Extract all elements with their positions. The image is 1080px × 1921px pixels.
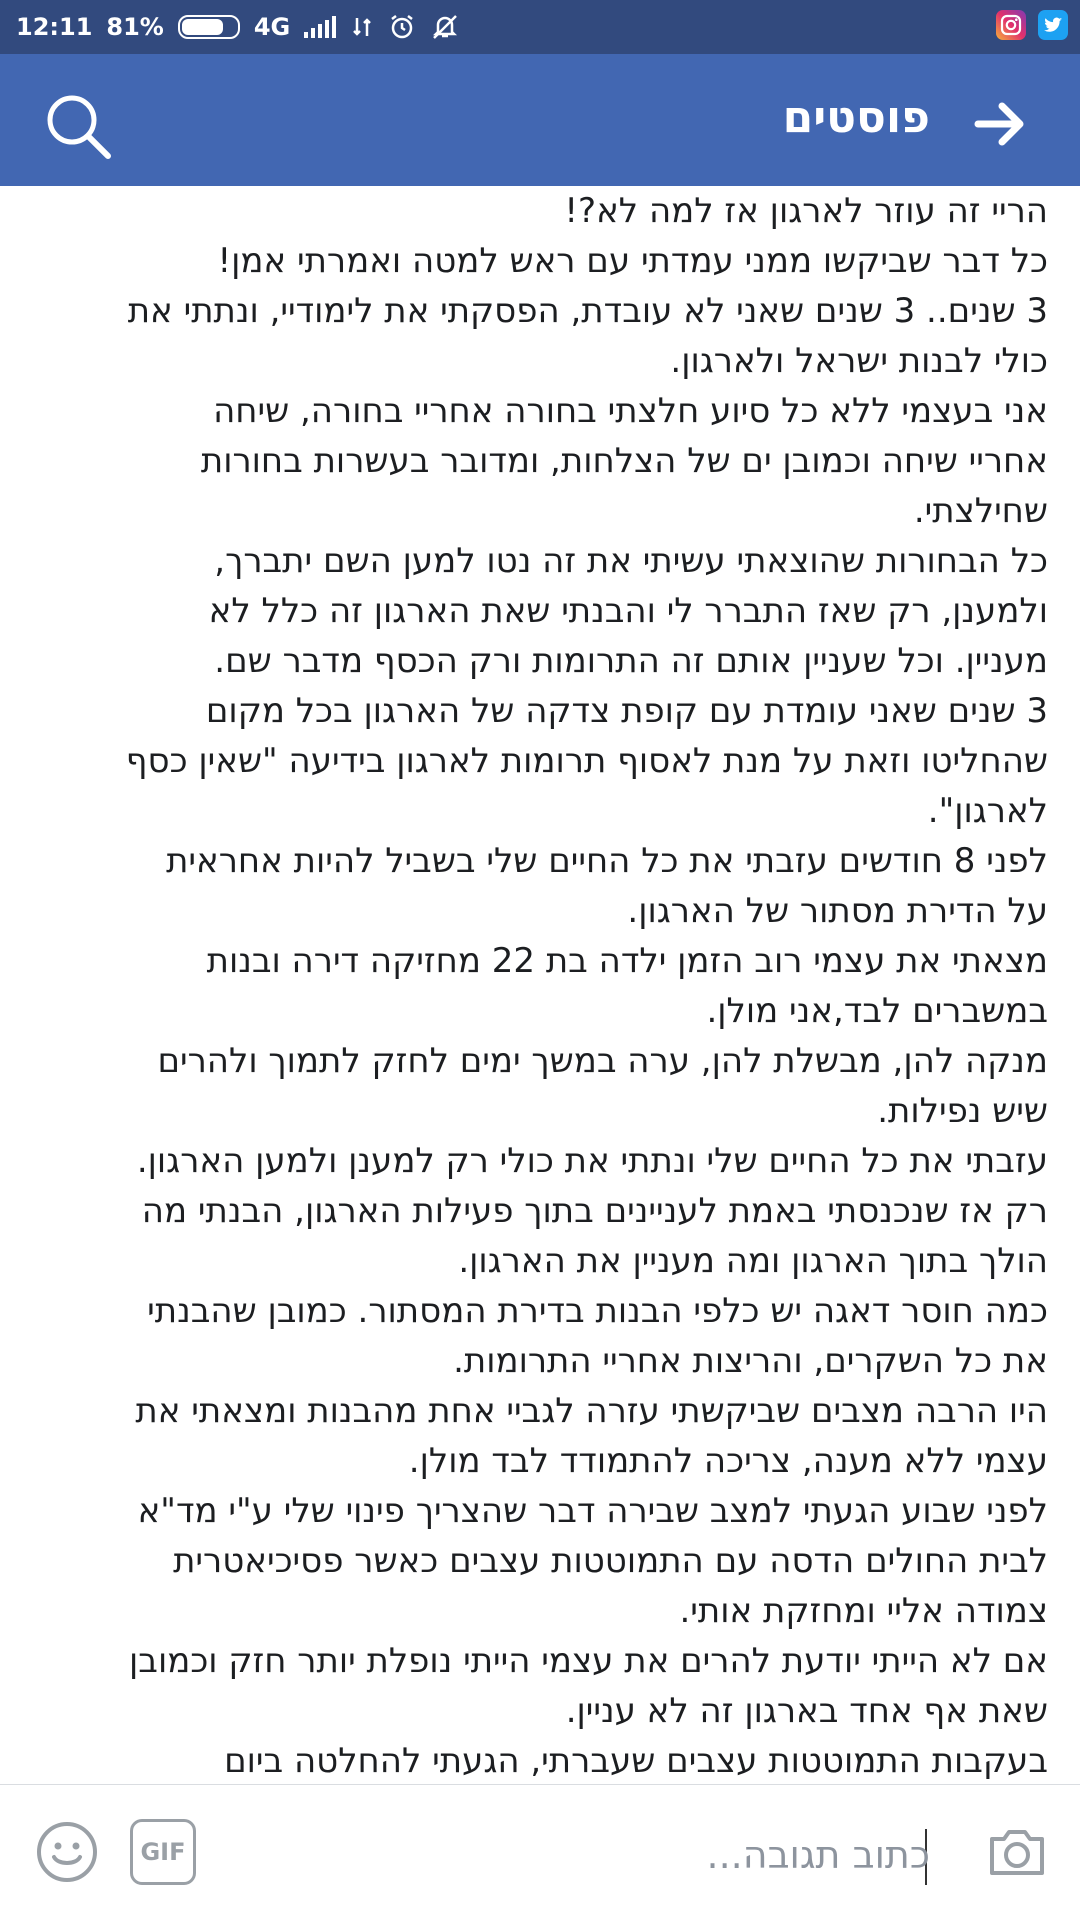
gif-icon[interactable] <box>130 1819 196 1885</box>
status-bar <box>0 0 1080 54</box>
alarm-icon <box>388 13 416 41</box>
post-line: אני בעצמי ללא כל סיוע חלצתי בחורה אחריי בחורה, שיחה <box>213 391 1048 431</box>
post-line: מעניין. וכל שעניין אותם זה התרומות ורק הכסף מדבר שם. <box>214 641 1048 681</box>
page-title: פוסטים <box>782 92 930 143</box>
post-line: שחילצתי. <box>913 491 1048 531</box>
post-line: לארגון". <box>927 791 1048 831</box>
post-line: את כל השקרים, והריצות אחריי התרומות. <box>453 1341 1048 1381</box>
post-line: הריי זה עוזר לארגון אז למה לא?! <box>564 191 1048 231</box>
post-line: מצאתי את עצמי רוב הזמן ילדה בת 22 מחזיקה דירה ובנות <box>206 941 1048 981</box>
arrow-right-icon[interactable] <box>970 94 1030 154</box>
signal-icon <box>304 16 336 38</box>
post-line: 3 שנים.. 3 שנים שאני לא עובדת, הפסקתי את לימודיי, ונתתי את <box>127 291 1048 331</box>
post-line: צמודה אליי ומחזקת אותי. <box>679 1591 1048 1631</box>
network-type: 4G <box>253 13 291 41</box>
post-line: היו הרבה מצבים שביקשתי עזרה לגביי אחת מהבנות ומצאתי את <box>135 1391 1048 1431</box>
post-line: הולך בתוך הארגון ומה מעניין את הארגון. <box>458 1241 1048 1281</box>
mute-icon <box>430 12 460 42</box>
comment-input[interactable]: כתוב תגובה... <box>706 1833 930 1877</box>
post-line: לפני שבוע הגעתי למצב שבירה דבר שהצריך פינוי שלי ע"י מד"א <box>137 1491 1048 1531</box>
camera-icon[interactable] <box>984 1819 1050 1885</box>
post-line: שיש נפילות. <box>877 1091 1048 1131</box>
post-line: על הדירת מסתור של הארגון. <box>627 891 1048 931</box>
data-activity-icon <box>350 15 374 39</box>
post-line: עזבתי את כל החיים שלי ונתתי את כולי רק למענן ולמען הארגון. <box>136 1141 1048 1181</box>
post-line: בעקבות התמוטטות עצבים שעברתי, הגעתי להחלטה ביום <box>224 1741 1048 1781</box>
post-line: שהחליטו וזאת על מנת לאסוף תרומות לארגון בידיעה "שאין כסף <box>125 741 1048 781</box>
post-line: רק אז שנכנסתי באמת לעניינים בתוך פעילות הארגון, הבנתי מה <box>141 1191 1048 1231</box>
post-line: כמה חוסר דאגה יש כלפי הבנות בדירת המסתור. כמובן שהבנתי <box>147 1291 1048 1331</box>
post-line: אם לא הייתי יודעת להרים את עצמי הייתי נופלת יותר חזק וכמובן <box>129 1641 1048 1681</box>
post-line: במשברים לבד,אני מולן. <box>706 991 1048 1031</box>
status-time: 12:11 <box>16 13 93 41</box>
comment-composer <box>0 1784 1080 1921</box>
battery-icon <box>178 15 240 39</box>
post-line: כל הבחורות שהוצאתי עשיתי את זה נטו למען השם יתברך, <box>214 541 1048 581</box>
post-line: לפני 8 חודשים עזבתי את כל החיים שלי בשביל להיות אחראית <box>166 841 1048 881</box>
post-line: עצמי ללא מענה, צריכה להתמודד לבד מולן. <box>408 1441 1048 1481</box>
post-body <box>30 186 1048 1784</box>
twitter-icon <box>1038 10 1068 40</box>
app-bar <box>0 54 1080 186</box>
post-line: כל דבר שביקשו ממני עמדתי עם ראש למטה ואמרתי אמן! <box>217 241 1048 281</box>
search-icon[interactable] <box>42 90 114 162</box>
post-line: 3 שנים שאני עומדת עם קופת צדקה של הארגון בכל מקום <box>205 691 1048 731</box>
smiley-icon[interactable] <box>34 1819 100 1885</box>
post-line: ולמענן, רק שאז התברר לי והבנתי שאת הארגון זה כלל לא <box>208 591 1048 631</box>
gif-label: GIF <box>140 1838 186 1866</box>
post-line: שאת אף אחד בארגון זה לא עניין. <box>565 1691 1048 1731</box>
instagram-icon <box>996 10 1026 40</box>
battery-percent: 81% <box>106 13 164 41</box>
post-line: לבית החולים הדסה עם התמוטטות עצבים כאשר פסיכיאטרית <box>173 1541 1048 1581</box>
post-line: אחריי שיחה וכמובן ים של הצלחות, ומדובר בעשרות בחורות <box>200 441 1048 481</box>
post-line: מנקה להן, מבשלת להן, ערה במשך ימים לחזק לתמוך ולהרים <box>157 1041 1048 1081</box>
post-line: כולי לבנות ישראל ולארגון. <box>670 341 1048 381</box>
